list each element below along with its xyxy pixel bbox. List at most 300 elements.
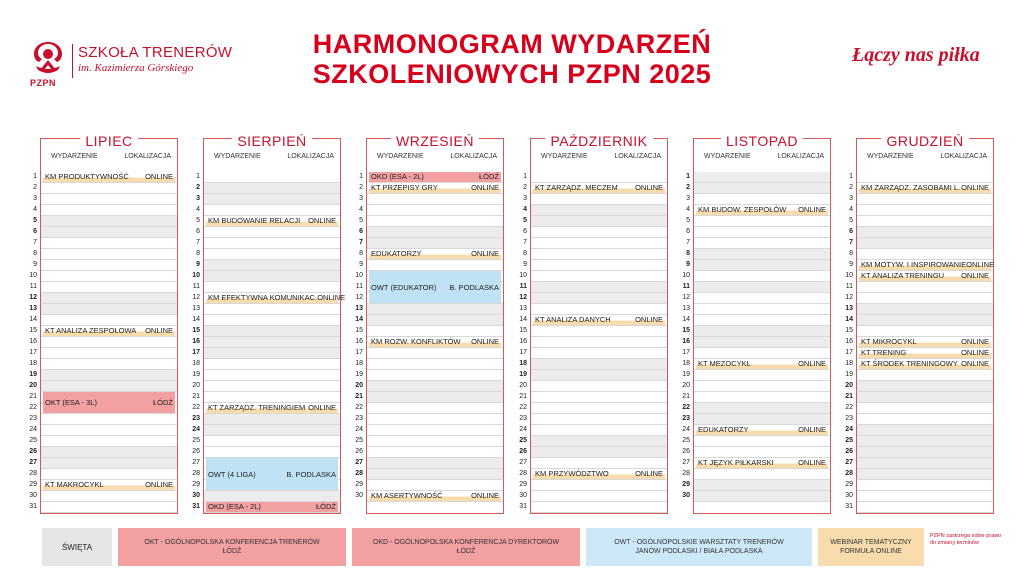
day-row	[845, 425, 993, 436]
day-number: 29	[845, 481, 853, 488]
column-header-location: LOKALIZACJA	[287, 153, 334, 160]
event-web[interactable]	[696, 458, 828, 468]
month-name	[531, 133, 667, 149]
day-row	[523, 194, 667, 205]
event-web[interactable]	[533, 469, 665, 479]
day-number: 12	[845, 294, 853, 301]
event-owt[interactable]	[369, 271, 501, 303]
day-number: 9	[849, 261, 853, 268]
day-number: 17	[682, 349, 690, 356]
day-row	[682, 304, 830, 315]
day-row	[682, 381, 830, 392]
event-web[interactable]	[696, 359, 828, 369]
event-name: OWT (EDUKATOR)	[371, 282, 437, 292]
day-row	[682, 403, 830, 414]
day-number: 27	[845, 459, 853, 466]
day-row	[845, 480, 993, 491]
day-number: 12	[29, 294, 37, 301]
day-rows	[355, 172, 503, 502]
day-number: 14	[845, 316, 853, 323]
day-number: 3	[849, 195, 853, 202]
day-row	[849, 216, 993, 227]
day-number: 31	[192, 503, 200, 510]
day-number: 10	[29, 272, 37, 279]
day-row	[686, 172, 830, 183]
day-number: 7	[523, 239, 527, 246]
event-location: ONLINE	[798, 205, 826, 214]
day-number: 4	[849, 206, 853, 213]
event-location: ONLINE	[798, 458, 826, 467]
event-location: ONLINE	[961, 348, 989, 357]
day-row	[29, 315, 177, 326]
event-name: KT MAKROCYKL	[45, 480, 104, 489]
event-web[interactable]	[369, 337, 501, 347]
day-row	[519, 304, 667, 315]
day-row	[682, 480, 830, 491]
month-name	[204, 133, 340, 149]
month-0	[29, 133, 178, 514]
day-number: 15	[29, 327, 37, 334]
column-header-event: WYDARZENIE	[51, 153, 98, 160]
day-row	[192, 359, 340, 370]
day-number: 10	[519, 272, 527, 279]
day-row	[845, 491, 993, 502]
day-row	[523, 238, 667, 249]
day-row	[845, 315, 993, 326]
day-number: 1	[359, 173, 363, 180]
day-row	[355, 359, 503, 370]
column-header-event: WYDARZENIE	[867, 153, 914, 160]
day-row	[682, 491, 830, 502]
column-header-location: LOKALIZACJA	[614, 153, 661, 160]
day-number: 3	[359, 195, 363, 202]
event-web[interactable]	[369, 183, 501, 193]
day-number: 22	[355, 404, 363, 411]
day-number: 8	[849, 250, 853, 257]
legend-webinar-line1: WEBINAR TEMATYCZNY	[830, 539, 912, 546]
day-number: 31	[519, 503, 527, 510]
day-number: 25	[682, 437, 690, 444]
day-rows	[192, 172, 346, 513]
day-row	[29, 491, 177, 502]
day-number: 15	[519, 327, 527, 334]
day-row	[192, 425, 340, 436]
day-rows	[682, 172, 830, 502]
column-header-location: LOKALIZACJA	[450, 153, 497, 160]
day-number: 2	[849, 184, 853, 191]
day-row	[845, 293, 993, 304]
day-number: 8	[523, 250, 527, 257]
day-number: 25	[29, 437, 37, 444]
day-number: 28	[845, 470, 853, 477]
day-row	[196, 205, 340, 216]
event-name: KT ANALIZA DANYCH	[535, 315, 611, 324]
day-row	[355, 304, 503, 315]
event-location: ONLINE	[308, 216, 336, 225]
day-number: 2	[33, 184, 37, 191]
day-number: 28	[355, 470, 363, 477]
day-row	[33, 249, 177, 260]
legend-webinar-line2: FORMUŁA ONLINE	[840, 548, 902, 555]
day-number: 14	[192, 316, 200, 323]
event-web[interactable]	[206, 403, 338, 413]
day-row	[682, 326, 830, 337]
day-row	[519, 480, 667, 491]
legend-owt-line2: JANÓW PODLASKI / BIAŁA PODLASKA	[635, 548, 763, 555]
event-name: KT ŚRODEK TRENINGOWY	[861, 359, 958, 368]
legend-owt	[586, 528, 812, 566]
day-number: 19	[845, 371, 853, 378]
day-row	[29, 293, 177, 304]
month-2	[355, 133, 504, 514]
day-row	[519, 502, 667, 513]
day-number: 27	[192, 459, 200, 466]
day-number: 7	[849, 239, 853, 246]
column-header-location: LOKALIZACJA	[777, 153, 824, 160]
column-header-event: WYDARZENIE	[214, 153, 261, 160]
day-number: 4	[359, 206, 363, 213]
day-row	[519, 293, 667, 304]
event-web[interactable]	[859, 183, 991, 193]
event-location: ONLINE	[798, 359, 826, 368]
day-row	[682, 436, 830, 447]
day-row	[686, 260, 830, 271]
day-row	[523, 249, 667, 260]
day-row	[523, 227, 667, 238]
day-number: 11	[355, 283, 363, 290]
event-name: KT ZARZĄDZ. TRENINGIEM	[208, 403, 306, 412]
day-number: 5	[686, 217, 690, 224]
day-row	[519, 326, 667, 337]
day-number: 6	[849, 228, 853, 235]
day-number: 11	[845, 283, 853, 290]
day-row	[359, 238, 503, 249]
day-number: 24	[29, 426, 37, 433]
day-row	[355, 436, 503, 447]
day-number: 16	[845, 338, 853, 345]
day-number: 24	[355, 426, 363, 433]
day-row	[355, 326, 503, 337]
day-number: 16	[29, 338, 37, 345]
day-row	[196, 194, 340, 205]
day-number: 4	[523, 206, 527, 213]
day-row	[29, 381, 177, 392]
day-row	[686, 216, 830, 227]
day-number: 17	[519, 349, 527, 356]
day-number: 18	[845, 360, 853, 367]
day-row	[682, 469, 830, 480]
day-row	[29, 282, 177, 293]
day-number: 28	[29, 470, 37, 477]
day-row	[682, 293, 830, 304]
day-row	[845, 458, 993, 469]
event-web[interactable]	[43, 172, 175, 182]
month-1	[192, 133, 346, 514]
legend-holidays-label: ŚWIĘTA	[61, 542, 93, 552]
day-number: 9	[359, 261, 363, 268]
event-web[interactable]	[206, 293, 346, 303]
event-web[interactable]	[369, 249, 501, 259]
day-number: 18	[682, 360, 690, 367]
day-number: 15	[192, 327, 200, 334]
day-row	[192, 282, 340, 293]
day-number: 26	[192, 448, 200, 455]
event-name: KM BUDOWANIE RELACJI	[208, 216, 301, 225]
event-okd[interactable]	[206, 502, 338, 512]
day-row	[845, 282, 993, 293]
month-4	[682, 133, 831, 514]
day-number: 1	[686, 173, 690, 180]
day-row	[29, 414, 177, 425]
day-row	[519, 282, 667, 293]
day-number: 5	[33, 217, 37, 224]
day-number: 8	[686, 250, 690, 257]
event-name: KT JĘZYK PIŁKARSKI	[698, 458, 774, 467]
day-row	[29, 436, 177, 447]
event-okd[interactable]	[369, 172, 501, 182]
day-row	[192, 381, 340, 392]
day-number: 2	[686, 184, 690, 191]
day-number: 12	[192, 294, 200, 301]
day-row	[355, 315, 503, 326]
event-web[interactable]	[43, 326, 175, 336]
day-number: 24	[519, 426, 527, 433]
day-number: 30	[29, 492, 37, 499]
day-number: 25	[192, 437, 200, 444]
day-row	[33, 260, 177, 271]
day-number: 20	[355, 382, 363, 389]
day-number: 8	[359, 250, 363, 257]
event-name: OKD (ESA - 2L)	[371, 172, 424, 181]
month-name	[41, 133, 177, 149]
day-row	[33, 183, 177, 194]
day-row	[355, 370, 503, 381]
day-number: 18	[355, 360, 363, 367]
day-number: 21	[845, 393, 853, 400]
day-number: 16	[355, 338, 363, 345]
month-name	[367, 133, 503, 149]
pzpn-label: PZPN	[30, 78, 57, 88]
day-row	[355, 392, 503, 403]
event-web[interactable]	[696, 425, 828, 435]
day-row	[523, 172, 667, 183]
day-number: 2	[523, 184, 527, 191]
day-number: 13	[192, 305, 200, 312]
day-number: 27	[29, 459, 37, 466]
day-number: 23	[682, 415, 690, 422]
day-number: 29	[192, 481, 200, 488]
day-row	[192, 414, 340, 425]
day-number: 1	[849, 173, 853, 180]
day-number: 3	[196, 195, 200, 202]
day-number: 24	[682, 426, 690, 433]
day-row	[682, 414, 830, 425]
event-name: KM ZARZĄDZ. ZASOBAMI L.	[861, 183, 961, 192]
day-number: 30	[682, 492, 690, 499]
event-name: KM PRODUKTYWNOŚĆ	[45, 172, 129, 181]
day-row	[682, 315, 830, 326]
event-name: KT ANALIZA TRENINGU	[861, 271, 945, 280]
event-okt[interactable]	[43, 392, 175, 413]
legend-okt	[118, 528, 346, 566]
event-location: ONLINE	[961, 337, 989, 346]
day-row	[682, 348, 830, 359]
day-number: 2	[196, 184, 200, 191]
day-number: 1	[196, 173, 200, 180]
event-web[interactable]	[43, 480, 175, 490]
day-row	[196, 227, 340, 238]
day-row	[523, 260, 667, 271]
day-number: 9	[686, 261, 690, 268]
day-row	[849, 194, 993, 205]
day-row	[519, 348, 667, 359]
day-number: 19	[682, 371, 690, 378]
day-number: 22	[519, 404, 527, 411]
day-number: 5	[196, 217, 200, 224]
day-number: 22	[192, 404, 200, 411]
day-row	[29, 469, 177, 480]
day-row	[192, 348, 340, 359]
day-number: 1	[523, 173, 527, 180]
legend-okd	[352, 528, 580, 566]
day-number: 15	[845, 327, 853, 334]
day-row	[33, 216, 177, 227]
event-web[interactable]	[369, 491, 501, 501]
day-number: 10	[355, 272, 363, 279]
day-row	[355, 403, 503, 414]
day-row	[519, 381, 667, 392]
day-number: 7	[33, 239, 37, 246]
day-number: 26	[355, 448, 363, 455]
day-row	[355, 447, 503, 458]
event-location: ONLINE	[471, 337, 499, 346]
day-row	[845, 381, 993, 392]
day-number: 7	[196, 239, 200, 246]
day-number: 28	[192, 470, 200, 477]
legend-okd-line1: OKD - OGÓLNOPOLSKA KONFERENCJA DYREKTORÓW	[372, 539, 560, 546]
day-number: 24	[845, 426, 853, 433]
day-row	[519, 491, 667, 502]
day-number: 21	[355, 393, 363, 400]
day-number: 29	[355, 481, 363, 488]
day-row	[519, 414, 667, 425]
event-location: B. PODLASKA	[286, 469, 336, 479]
event-location: ONLINE	[961, 359, 989, 368]
legend-okd-line2: ŁÓDŹ	[456, 548, 476, 555]
day-number: 30	[519, 492, 527, 499]
day-number: 10	[845, 272, 853, 279]
day-number: 7	[686, 239, 690, 246]
day-number: 13	[29, 305, 37, 312]
event-owt[interactable]	[206, 458, 338, 490]
day-number: 23	[29, 415, 37, 422]
day-number: 25	[845, 437, 853, 444]
event-web[interactable]	[859, 348, 991, 358]
event-web[interactable]	[859, 271, 991, 281]
event-web[interactable]	[859, 337, 991, 347]
legend-okt-line1: OKT - OGÓLNOPOLSKA KONFERENCJA TRENERÓW	[144, 539, 320, 546]
day-number: 23	[192, 415, 200, 422]
day-number: 26	[29, 448, 37, 455]
legend-owt-line1: OWT - OGÓLNOPOLSKIE WARSZTATY TRENERÓW	[614, 539, 784, 546]
day-row	[33, 205, 177, 216]
day-number: 17	[355, 349, 363, 356]
day-number: 14	[682, 316, 690, 323]
day-row	[192, 491, 340, 502]
day-row	[196, 249, 340, 260]
day-number: 20	[682, 382, 690, 389]
day-number: 21	[519, 393, 527, 400]
event-web[interactable]	[859, 359, 991, 369]
day-row	[519, 436, 667, 447]
day-row	[682, 447, 830, 458]
day-number: 27	[355, 459, 363, 466]
day-number: 12	[355, 294, 363, 301]
day-row	[682, 271, 830, 282]
month-5	[845, 133, 995, 514]
day-number: 20	[29, 382, 37, 389]
event-name: KT PRZEPISY GRY	[371, 183, 438, 192]
day-row	[849, 227, 993, 238]
day-number: 27	[519, 459, 527, 466]
day-number: 4	[33, 206, 37, 213]
day-row	[29, 348, 177, 359]
day-row	[192, 447, 340, 458]
day-row	[29, 502, 177, 513]
day-number: 22	[29, 404, 37, 411]
day-row	[29, 425, 177, 436]
day-row	[355, 480, 503, 491]
event-name: EDUKATORZY	[698, 425, 749, 434]
day-row	[33, 194, 177, 205]
event-location: ŁÓDŹ	[152, 398, 173, 407]
legend-holidays	[42, 528, 112, 566]
day-row	[192, 370, 340, 381]
column-header-event: WYDARZENIE	[541, 153, 588, 160]
day-number: 6	[359, 228, 363, 235]
day-rows	[519, 172, 667, 513]
day-number: 11	[519, 283, 527, 290]
day-number: 16	[682, 338, 690, 345]
day-row	[196, 172, 340, 183]
page-title-line1: HARMONOGRAM WYDARZEŃ	[312, 29, 712, 59]
event-web[interactable]	[533, 183, 665, 193]
column-header-location: LOKALIZACJA	[940, 153, 987, 160]
event-web[interactable]	[696, 205, 828, 215]
event-name: KT ANALIZA ZESPOŁOWA	[45, 326, 137, 335]
day-row	[519, 392, 667, 403]
day-row	[519, 337, 667, 348]
day-number: 18	[29, 360, 37, 367]
event-web[interactable]	[533, 315, 665, 325]
event-web[interactable]	[206, 216, 338, 226]
event-web[interactable]	[859, 260, 995, 270]
month-name-label: GRUDZIEŃ	[881, 133, 968, 149]
day-row	[355, 469, 503, 480]
day-number: 26	[845, 448, 853, 455]
event-location: ONLINE	[145, 326, 173, 335]
day-row	[849, 172, 993, 183]
day-row	[33, 238, 177, 249]
day-row	[359, 194, 503, 205]
day-number: 3	[523, 195, 527, 202]
event-name: KM MOTYW. I INSPIROWANIE	[861, 260, 967, 269]
day-number: 12	[519, 294, 527, 301]
day-number: 16	[192, 338, 200, 345]
day-row	[849, 249, 993, 260]
event-name: KM BUDOW. ZESPOŁÓW	[698, 205, 787, 214]
day-number: 26	[519, 448, 527, 455]
